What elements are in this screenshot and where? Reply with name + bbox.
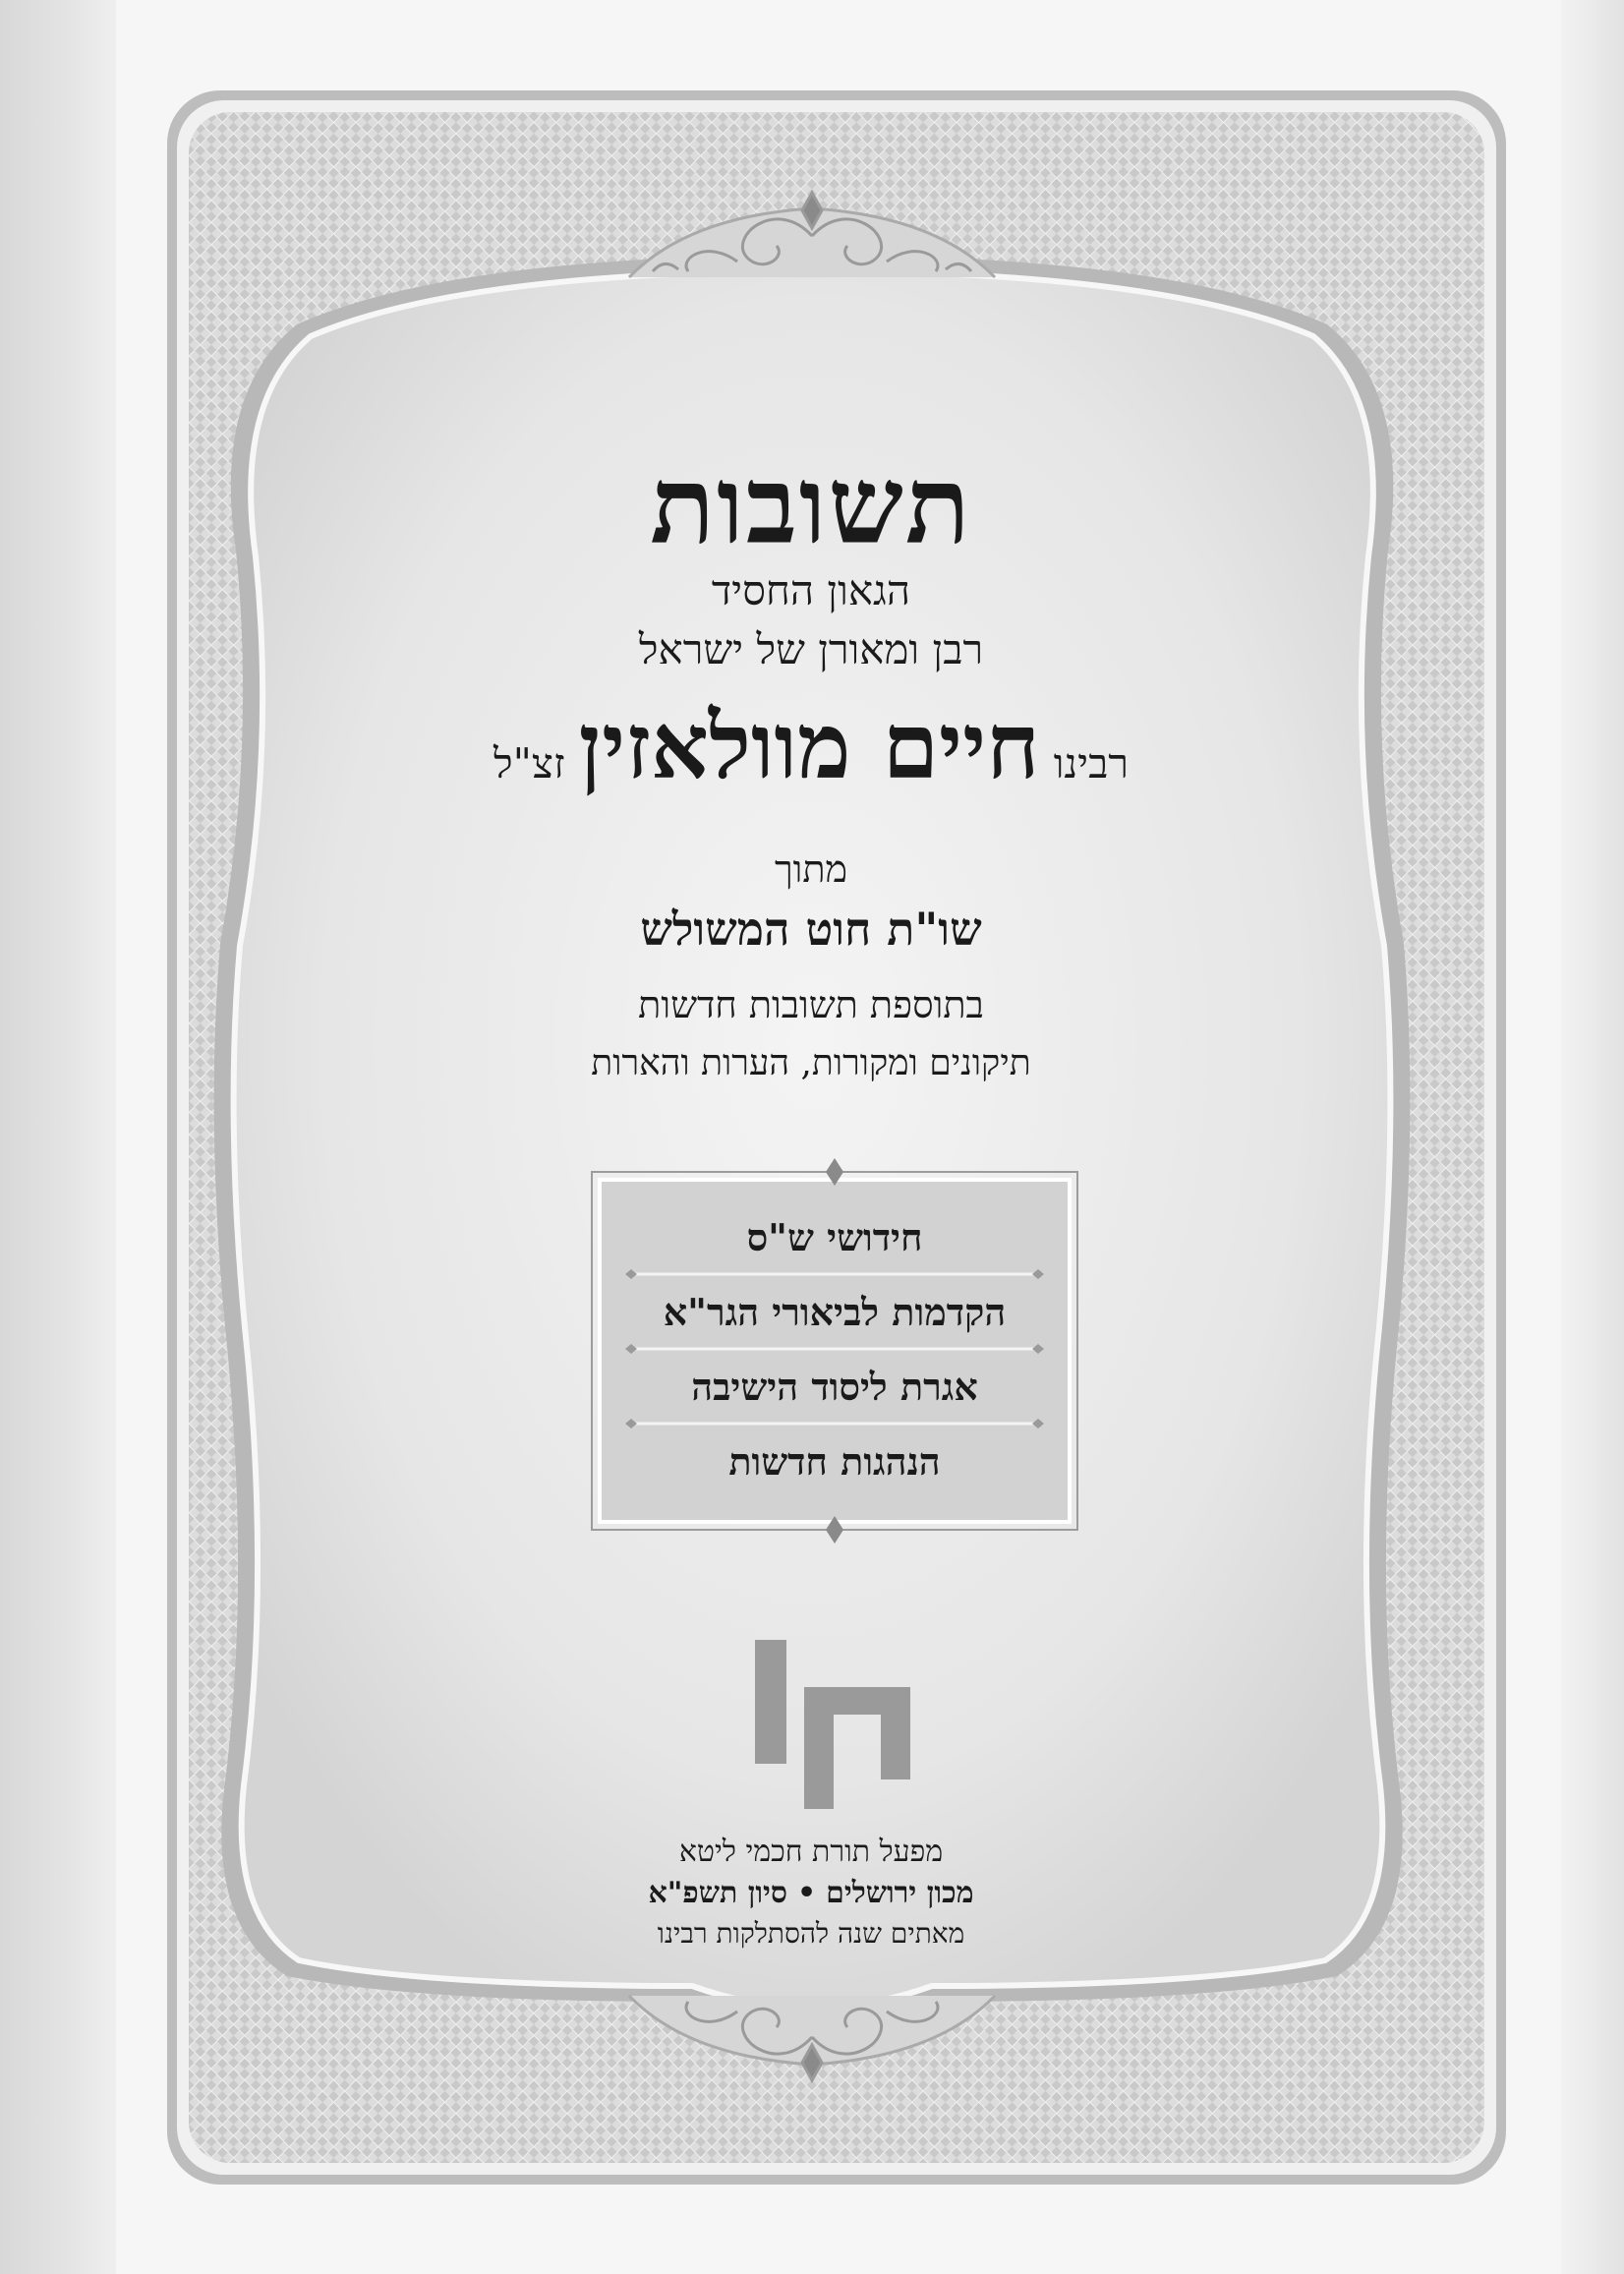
- author-prefix: רבינו: [1053, 739, 1130, 787]
- publisher-place: מכון ירושלים: [826, 1876, 974, 1910]
- from-label: מתוך: [774, 847, 848, 891]
- contents-item-2: הקדמות לביאורי הגר"א: [663, 1290, 1007, 1334]
- addition-line-2: תיקונים ומקורות, הערות והארות: [591, 1043, 1031, 1083]
- contents-item-4: הנהגות חדשות: [728, 1439, 941, 1484]
- source-title: שו"ת חוט המשולש: [640, 903, 982, 956]
- publisher-place-date: [246, 1876, 1376, 1910]
- publisher-note: מאתים שנה להסתלקות רבינו: [657, 1917, 965, 1950]
- author-line: [246, 693, 1376, 799]
- subtitle-line-2: רבן ומאורן של ישראל: [638, 625, 984, 673]
- contents-item-1: חידושי ש"ס: [746, 1215, 923, 1259]
- contents-item-3: אגרת ליסוד הישיבה: [691, 1365, 978, 1409]
- publisher-name: מפעל תורת חכמי ליטא: [678, 1835, 944, 1869]
- publisher-date: סיון תשפ"א: [648, 1876, 787, 1910]
- author-suffix: זצ"ל: [493, 739, 565, 787]
- book-title: תשובות: [650, 444, 972, 568]
- author-name: חיים מוולאזין: [578, 693, 1040, 799]
- publisher-separator: •: [796, 1876, 817, 1910]
- addition-line-1: בתוספת תשובות חדשות: [638, 983, 984, 1026]
- subtitle-line-1: הגאון החסיד: [711, 566, 911, 614]
